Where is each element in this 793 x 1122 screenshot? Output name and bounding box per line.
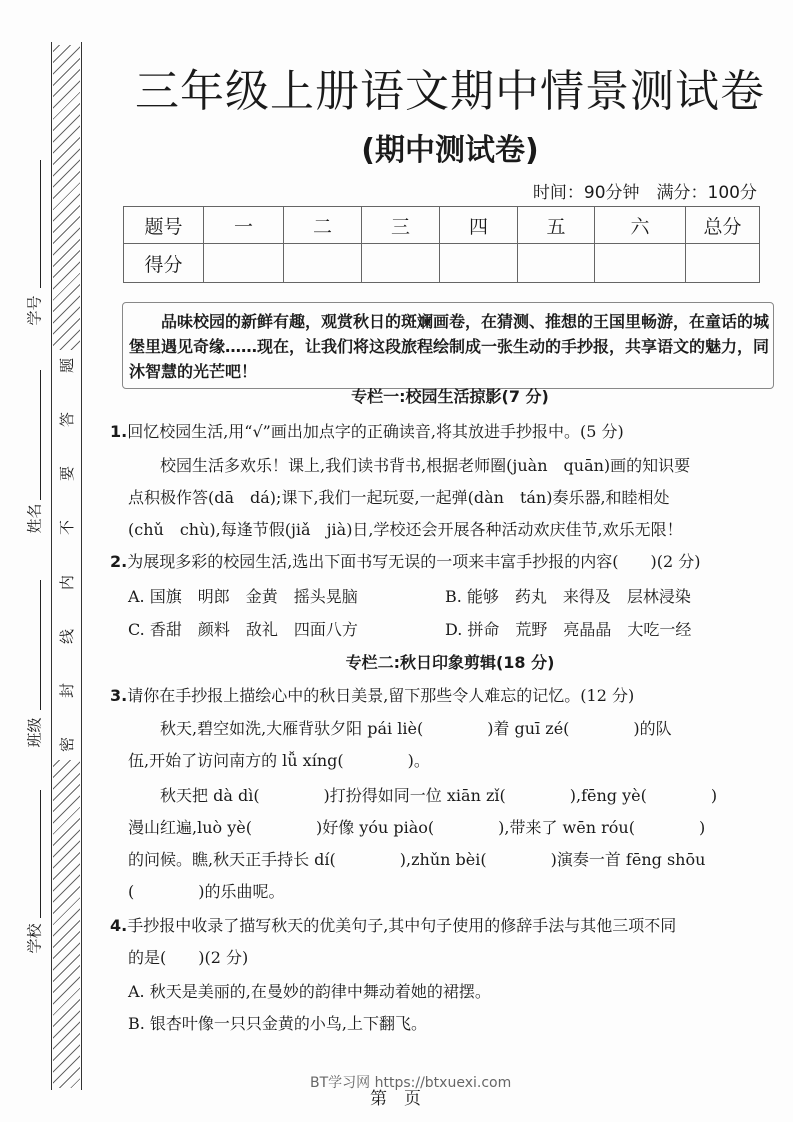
cell-header: 五 [518, 207, 595, 244]
seal-char: 答 [57, 412, 76, 428]
question-2-option-a[interactable]: A. 国旗 明郎 金黄 摇头晃脑 [128, 587, 358, 606]
seal-char: 内 [57, 574, 76, 590]
cell-header: 一 [204, 207, 284, 244]
seal-char: 不 [57, 520, 76, 536]
question-3-para2-line1[interactable]: 秋天把 dà dì( )打扮得如同一位 xiān zǐ( ),fēng yè( ) [160, 786, 718, 805]
student-id-label: 学号 [25, 295, 44, 326]
score-table-score-row [124, 244, 760, 283]
seal-char: 题 [57, 357, 76, 374]
binding-line-inner [81, 42, 82, 1090]
intro-text: 品味校园的新鲜有趣，观赏秋日的斑斓画卷，在猜测、推想的王国里畅游，在童话的城堡里遇见奇缘……现在，让我们将这段旅程绘制成一张生动的手抄报，共享语文的魅力，同沐智慧的光芒吧！ [129, 312, 770, 381]
question-1-line-2[interactable]: 点积极作答(dā dá);课下,我们一起玩耍,一起弹(dàn tán)奏乐器,和睦相处 [128, 488, 670, 507]
question-2-option-d[interactable]: D. 拼命 荒野 亮晶晶 大吃一经 [445, 620, 692, 639]
question-number: 4. [110, 916, 128, 935]
question-4-stem [110, 910, 780, 942]
name-label: 姓名 [25, 503, 44, 534]
cell-header: 二 [284, 207, 362, 244]
class-line[interactable] [40, 580, 41, 710]
seal-line-notice [53, 355, 80, 755]
question-2-stem [110, 546, 780, 578]
question-text: 手抄报中收录了描写秋天的优美句子,其中句子使用的修辞手法与其他三项不同 [127, 916, 677, 935]
page-title: 三年级上册语文期中情景测试卷 [135, 66, 765, 117]
seal-char: 线 [57, 628, 76, 644]
score-table [123, 206, 760, 283]
time-score-info: 时间：90分钟 满分：100分 [532, 183, 757, 203]
question-text: 为展现多彩的校园生活,选出下面书写无误的一项来丰富手抄报的内容( )(2 分) [127, 552, 701, 571]
score-cell[interactable] [284, 244, 362, 283]
cell-header: 六 [595, 207, 686, 244]
cell-header: 三 [362, 207, 440, 244]
cell-header: 题号 [124, 207, 204, 244]
question-3-stem [110, 680, 780, 712]
seal-char: 密 [57, 736, 76, 752]
seal-char: 要 [57, 466, 76, 482]
question-3-para1-line1[interactable]: 秋天,碧空如洗,大雁背驮夕阳 pái liè( )着 guī zé( )的队 [160, 719, 672, 738]
question-3-para2-line4[interactable]: ( )的乐曲呢。 [128, 882, 285, 901]
question-2-option-b[interactable]: B. 能够 药丸 来得及 层林浸染 [445, 587, 691, 606]
score-table-header-row [124, 207, 760, 244]
hatch-pattern-top [53, 45, 80, 350]
page-number: 第 页 [370, 1089, 421, 1109]
page-subtitle: (期中测试卷) [361, 133, 539, 168]
watermark: BT学习网 https://btxuexi.com [310, 1075, 512, 1091]
score-cell[interactable] [518, 244, 595, 283]
student-id-line[interactable] [40, 160, 41, 288]
score-cell[interactable] [595, 244, 686, 283]
question-text: 请你在手抄报上描绘心中的秋日美景,留下那些令人难忘的记忆。(12 分) [127, 686, 635, 705]
question-3-para1-line2[interactable]: 伍,开始了访问南方的 lǚ xíng( )。 [128, 751, 430, 770]
cell-header: 总分 [686, 207, 760, 244]
question-number: 3. [110, 686, 128, 705]
score-cell[interactable] [204, 244, 284, 283]
school-line[interactable] [40, 790, 41, 918]
cell-header: 四 [440, 207, 518, 244]
score-cell[interactable] [686, 244, 760, 283]
question-1-stem [110, 416, 780, 448]
question-text: 回忆校园生活,用“√”画出加点字的正确读音,将其放进手抄报中。(5 分) [127, 422, 624, 441]
class-label: 班级 [25, 717, 44, 748]
question-1-line-3[interactable]: (chǔ chù),每逢节假(jiǎ jià)日,学校还会开展各种活动欢庆佳节,欢乐无限！ [128, 520, 683, 539]
question-number: 1. [110, 422, 128, 441]
question-4-option-b[interactable]: B. 银杏叶像一只只金黄的小鸟,上下翻飞。 [128, 1014, 428, 1033]
name-line[interactable] [40, 370, 41, 500]
section-heading-2: 专栏二:秋日印象剪辑(18 分) [345, 653, 555, 672]
question-4-stem-cont[interactable]: 的是( )(2 分) [128, 948, 249, 967]
score-cell[interactable] [440, 244, 518, 283]
question-3-para2-line3[interactable]: 的问候。瞧,秋天正手持长 dí( ),zhǔn bèi( )演奏一首 fēng shōu [128, 850, 706, 869]
question-4-option-a[interactable]: A. 秋天是美丽的,在曼妙的韵律中舞动着她的裙摆。 [128, 982, 491, 1001]
intro-box [122, 302, 774, 389]
question-1-line-1[interactable]: 校园生活多欢乐！课上,我们读书背书,根据老师圈(juàn quān)画的知识要 [160, 456, 691, 475]
cell-score-label: 得分 [124, 244, 204, 283]
question-2-option-c[interactable]: C. 香甜 颜料 敌礼 四面八方 [128, 620, 358, 639]
section-heading-1: 专栏一:校园生活掠影(7 分) [351, 387, 549, 406]
binding-line-outer [51, 42, 52, 1090]
hatch-pattern-bottom [53, 760, 80, 1088]
seal-char: 封 [57, 682, 76, 698]
question-number: 2. [110, 552, 128, 571]
score-cell[interactable] [362, 244, 440, 283]
question-3-para2-line2[interactable]: 漫山红遍,luò yè( )好像 yóu piào( ),带来了 wēn róu( ) [128, 818, 706, 837]
school-label: 学校 [25, 923, 44, 954]
